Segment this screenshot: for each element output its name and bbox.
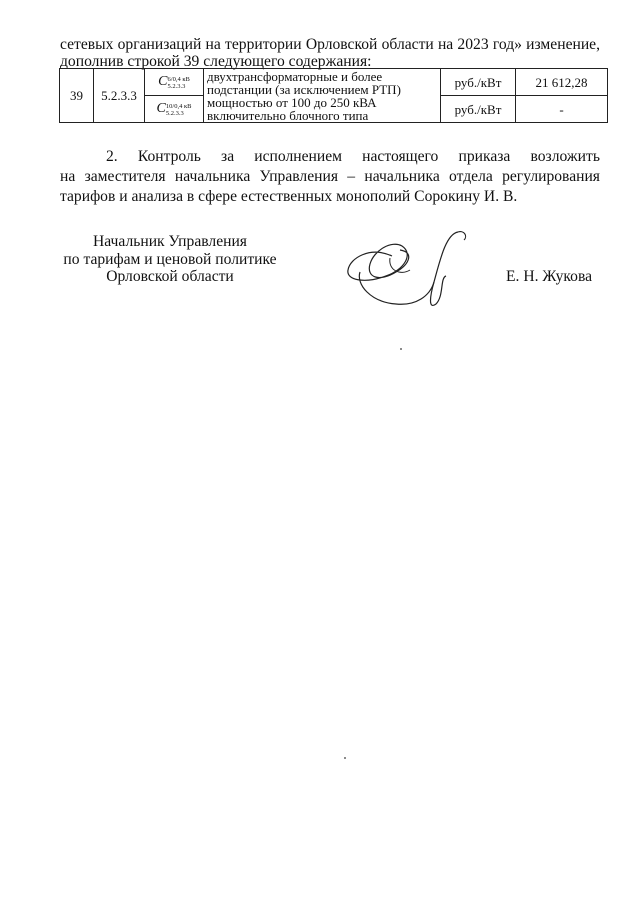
- description-line: включительно блочного типа: [207, 107, 369, 123]
- symbol-base: C: [156, 101, 166, 117]
- intro-text: [60, 36, 600, 70]
- paragraph-2-line-1: [60, 147, 600, 167]
- word: Контроль: [137, 148, 201, 165]
- value-cell: -: [516, 96, 608, 123]
- paragraph-2: [60, 147, 600, 207]
- code-cell: 5.2.3.3: [94, 69, 145, 123]
- word: настоящего: [362, 148, 439, 165]
- unit-cell: руб./кВт: [441, 96, 516, 123]
- word: 2.: [106, 148, 118, 165]
- unit-cell: руб./кВт: [441, 69, 516, 96]
- scan-speck: [400, 348, 402, 350]
- description-line: мощностью от 100 до 250 кВА: [207, 94, 377, 110]
- value-cell: 21 612,28: [516, 69, 608, 96]
- word: на: [60, 168, 76, 185]
- signatory-name: Е. Н. Жукова: [506, 268, 593, 285]
- signatory-title-line: Орловской области: [106, 268, 234, 285]
- word: Управления: [259, 168, 339, 185]
- symbol-cell-6kv: [145, 69, 204, 96]
- symbol-superscript: 6/0,4 кВ: [167, 75, 190, 83]
- word: возложить: [530, 148, 600, 165]
- scan-speck: [344, 757, 346, 759]
- word: –: [347, 168, 356, 185]
- intro-line-2: дополнив строкой 39 следующего содержания:: [60, 53, 372, 70]
- word: исполнением: [254, 148, 343, 165]
- word: регулирования: [502, 168, 600, 185]
- signatory-title-line: Начальник Управления: [93, 233, 247, 250]
- word: начальника: [364, 168, 440, 185]
- symbol-cell-10kv: [145, 96, 204, 123]
- signatory-title-line: по тарифам и ценовой политике: [63, 250, 277, 268]
- signatory-title: [50, 233, 290, 286]
- word: за: [221, 148, 235, 165]
- description-line: двухтрансформаторные и более: [207, 68, 383, 84]
- paragraph-2-line-3: тарифов и анализа в сфере естественных монополий Сорокину И. В.: [60, 188, 518, 205]
- symbol-base: C: [158, 74, 168, 90]
- symbol-subscript: 5.2.3.3: [167, 82, 186, 90]
- intro-line-1: сетевых организаций на территории Орловской области на 2023 год» изменение,: [60, 36, 600, 53]
- handwritten-signature: [330, 220, 480, 320]
- description-line: подстанции (за исключением РТП): [207, 81, 401, 97]
- symbol-superscript: 10/0,4 кВ: [165, 102, 192, 110]
- word: заместителя: [84, 168, 166, 185]
- symbol-subscript: 5.2.3.3: [165, 109, 184, 117]
- word: отдела: [449, 168, 493, 185]
- paragraph-2-line-2: [60, 167, 600, 187]
- row-number-cell: 39: [60, 69, 94, 123]
- table-row: [60, 69, 608, 96]
- tariff-table: [59, 68, 608, 123]
- word: приказа: [458, 148, 511, 165]
- description-cell: [204, 69, 441, 123]
- word: начальника: [174, 168, 251, 185]
